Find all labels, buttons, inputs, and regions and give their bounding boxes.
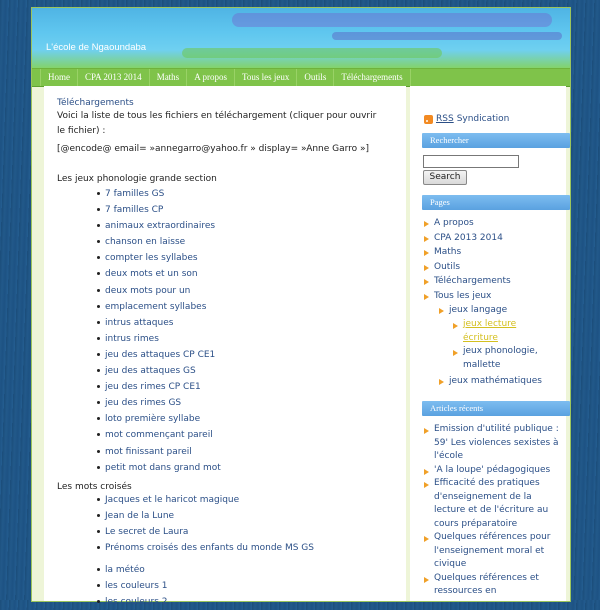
download-link[interactable]: deux mots pour un <box>97 283 221 299</box>
download-link[interactable]: 7 familles CP <box>97 202 221 218</box>
site-header <box>32 8 570 68</box>
download-link[interactable]: Prénoms croisés des enfants du monde MS GS <box>97 540 314 556</box>
header-decoration <box>182 48 442 58</box>
recent-article-link[interactable]: Quelques références et ressources en <box>423 572 563 599</box>
nav-item-tous-les-jeux[interactable]: Tous les jeux <box>235 69 297 86</box>
download-link[interactable]: jeu des attaques GS <box>97 363 221 379</box>
sidebar-subpage-link[interactable]: jeux phonologie, mallette <box>452 345 550 372</box>
rss-abbr: RSS <box>436 114 454 124</box>
sidebar-subpage-link[interactable]: jeux lecture écriture <box>452 318 550 345</box>
pages-list <box>423 216 511 303</box>
sidebar-subpage-link[interactable]: jeux langage <box>438 303 507 318</box>
download-link[interactable]: Le secret de Laura <box>97 524 314 540</box>
sidebar-page-link[interactable]: Tous les jeux <box>423 289 511 304</box>
download-link[interactable]: loto première syllabe <box>97 411 221 427</box>
pages-subsublist <box>452 318 550 372</box>
download-link[interactable]: deux mots et un son <box>97 266 221 282</box>
site-title[interactable]: L'école de Ngaoundaba <box>46 42 147 53</box>
main-nav <box>32 68 570 87</box>
header-decoration <box>232 13 552 27</box>
rss-link[interactable] <box>424 114 509 124</box>
download-link[interactable]: 7 familles GS <box>97 186 221 202</box>
nav-item-home[interactable]: Home <box>40 69 78 86</box>
sidebar-page-link[interactable]: A propos <box>423 216 511 231</box>
download-link[interactable]: la météo <box>97 562 167 578</box>
download-link[interactable]: compter les syllabes <box>97 250 221 266</box>
page-title: Téléchargements <box>57 98 134 108</box>
nav-item-maths[interactable]: Maths <box>150 69 188 86</box>
intro-text: Voici la liste de tous les fichiers en téléchargement (cliquer pour ouvrir le fichier) : <box>57 111 377 136</box>
nav-item-cpa[interactable]: CPA 2013 2014 <box>78 69 150 86</box>
recent-article-link[interactable]: Efficacité des pratiques d'enseignement de la lecture et de l'écriture au cours préparatoire <box>423 477 563 531</box>
rss-label: Syndication <box>456 114 510 124</box>
recent-article-link[interactable]: Quelques références pour l'enseignement moral et civique <box>423 531 563 572</box>
search-button[interactable]: Search <box>423 170 467 185</box>
main-content <box>44 86 406 608</box>
download-link[interactable]: jeu des rimes CP CE1 <box>97 379 221 395</box>
download-link[interactable]: les couleurs 1 <box>97 578 167 594</box>
download-list <box>97 562 167 610</box>
download-link[interactable]: chanson en laisse <box>97 234 221 250</box>
download-link[interactable]: jeu des rimes GS <box>97 395 221 411</box>
sidebar-page-link[interactable]: CPA 2013 2014 <box>423 231 511 246</box>
download-list <box>97 186 221 476</box>
recent-articles-list <box>423 423 563 599</box>
nav-item-outils[interactable]: Outils <box>297 69 334 86</box>
sidebar-page-link[interactable]: Outils <box>423 260 511 275</box>
sidebar-page-link[interactable]: Maths <box>423 245 511 260</box>
section-heading: Les jeux phonologie grande section <box>57 174 217 184</box>
download-link[interactable]: petit mot dans grand mot <box>97 460 221 476</box>
download-link[interactable]: emplacement syllabes <box>97 299 221 315</box>
sidebar-subpage-link[interactable]: jeux mathématiques <box>438 374 542 389</box>
email-shortcode-text: [@encode@ email= »annegarro@yahoo.fr » display= »Anne Garro »] <box>57 144 370 154</box>
recent-article-link[interactable]: 'A la loupe' pédagogiques <box>423 464 563 478</box>
page-container <box>31 7 571 608</box>
header-decoration <box>332 32 562 40</box>
search-input[interactable] <box>423 155 519 168</box>
pages-sublist <box>438 303 507 318</box>
pages-sublist <box>438 374 542 389</box>
nav-item-telechargements[interactable]: Téléchargements <box>334 69 410 86</box>
widget-title-search: Rechercher <box>422 133 570 148</box>
rss-icon <box>424 115 433 124</box>
download-link[interactable]: intrus rimes <box>97 331 221 347</box>
recent-article-link[interactable]: Emission d'utilité publique : 59' Les violences sexistes à l'école <box>423 423 563 464</box>
section-heading: Les mots croisés <box>57 482 132 492</box>
download-link[interactable]: les couleurs 2 <box>97 594 167 610</box>
download-link[interactable]: mot commençant pareil <box>97 427 221 443</box>
widget-title-articles: Articles récents <box>422 401 570 416</box>
sidebar <box>410 86 566 601</box>
download-link[interactable]: Jean de la Lune <box>97 508 314 524</box>
sidebar-page-link[interactable]: Téléchargements <box>423 274 511 289</box>
widget-title-pages: Pages <box>422 195 570 210</box>
download-link[interactable]: jeu des attaques CP CE1 <box>97 347 221 363</box>
nav-item-a-propos[interactable]: A propos <box>187 69 235 86</box>
download-link[interactable]: animaux extraordinaires <box>97 218 221 234</box>
download-link[interactable]: mot finissant pareil <box>97 444 221 460</box>
download-link[interactable]: Jacques et le haricot magique <box>97 492 314 508</box>
download-link[interactable]: intrus attaques <box>97 315 221 331</box>
download-list <box>97 492 314 556</box>
